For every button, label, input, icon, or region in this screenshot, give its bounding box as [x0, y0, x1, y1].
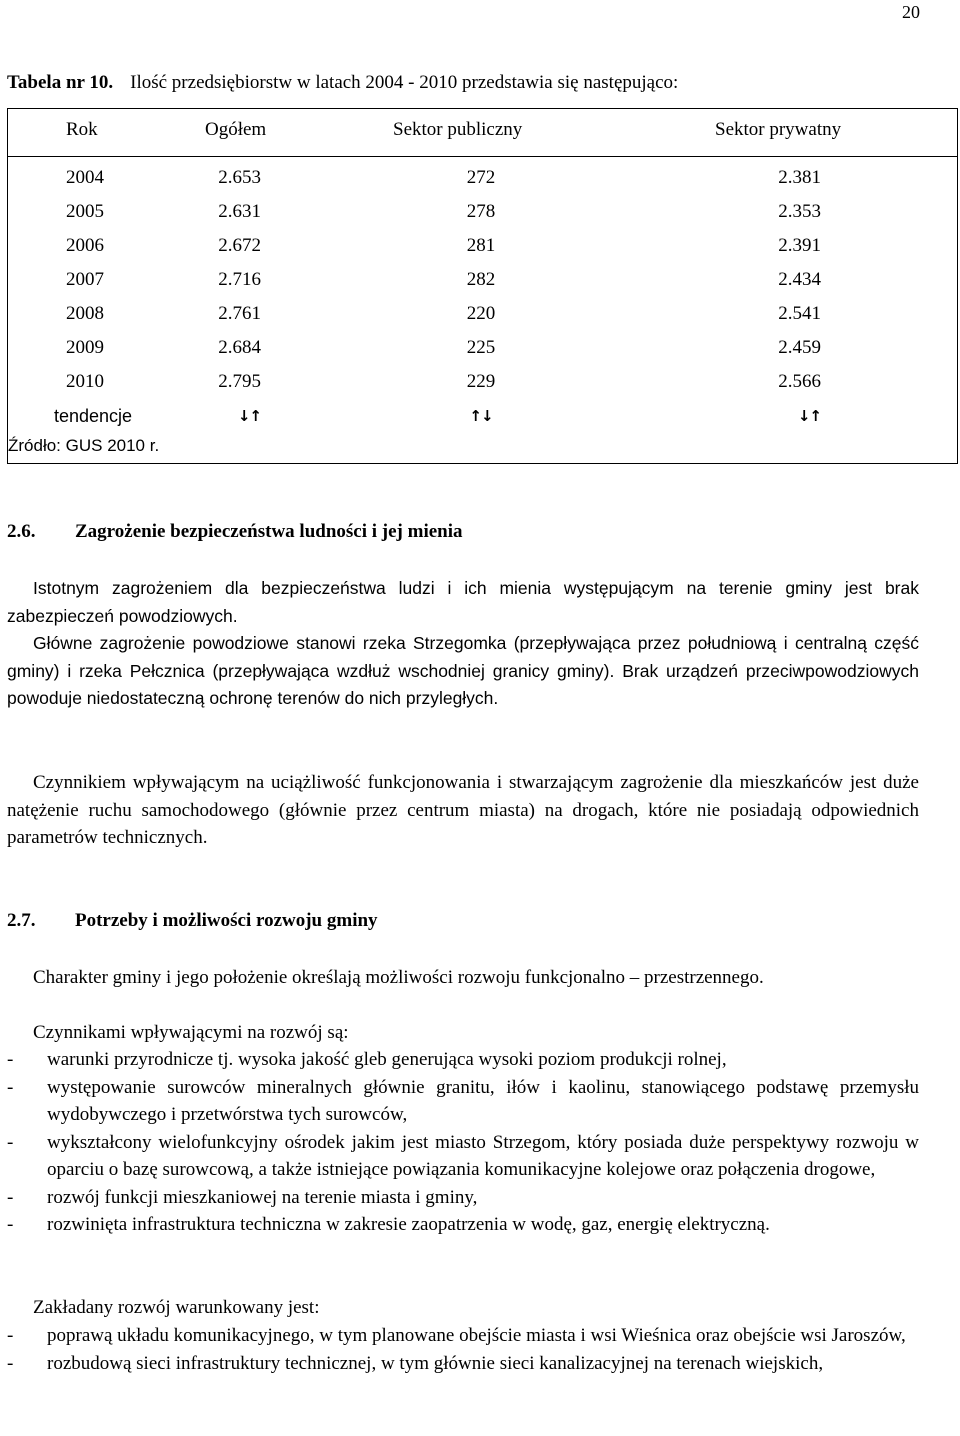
- paragraph: Istotnym zagrożeniem dla bezpieczeństwa ludzi i ich mienia występującym na terenie gminy jest brak zabezpieczeń powodziowych.: [7, 578, 919, 626]
- list-item-text: wykształcony wielofunkcyjny ośrodek jakim jest miasto Strzegom, który posiada duże perspektywy rozwoju w oparciu o bazę surowcową, a także istniejące powiązania komunikacyjne kolejowe oraz połączenia drogowe,: [47, 1131, 919, 1180]
- list-item: - rozbudową sieci infrastruktury technicznej, w tym głównie sieci kanalizacyjnej na terenach wiejskich,: [7, 1352, 824, 1374]
- table-trend-row: [8, 401, 957, 431]
- list-intro: Zakładany rozwój warunkowany jest:: [33, 1297, 320, 1318]
- section-number: 2.6.: [7, 521, 36, 542]
- cell-private: 2.381: [778, 167, 821, 188]
- list-item: - warunki przyrodnicze tj. wysoka jakość gleb generująca wysoki poziom produkcji rolnej,: [7, 1049, 727, 1070]
- paragraph: Charakter gminy i jego położenie określają możliwości rozwoju funkcjonalno – przestrzennego.: [33, 967, 764, 988]
- table-row: [8, 367, 957, 397]
- table-caption: [7, 72, 678, 94]
- cell-private: 2.353: [778, 201, 821, 222]
- cell-private: 2.434: [778, 269, 821, 290]
- cell-year: 2005: [66, 201, 104, 222]
- cell-year: 2007: [66, 269, 104, 290]
- table-row: [8, 163, 957, 193]
- header-cell-total: Ogółem: [205, 119, 267, 140]
- list-item-text: warunki przyrodnicze tj. wysoka jakość gleb generująca wysoki poziom produkcji rolnej,: [47, 1049, 727, 1070]
- table-caption-text: Ilość przedsiębiorstw w latach 2004 - 2010 przedstawia się następująco:: [130, 72, 679, 93]
- factors-list: [7, 1046, 919, 1239]
- section-heading-2-6: [7, 521, 463, 543]
- cell-total: 2.631: [218, 201, 261, 222]
- table-caption-label: Tabela nr 10.: [7, 72, 114, 93]
- table-header-row: [8, 115, 957, 145]
- table-source: Źródło: GUS 2010 r.: [8, 436, 160, 455]
- table-row: [8, 197, 957, 227]
- list-item-text: rozwój funkcji mieszkaniowej na terenie miasta i gminy,: [47, 1186, 478, 1208]
- section-title: Zagrożenie bezpieczeństwa ludności i jej mienia: [75, 521, 463, 542]
- list-item-text: poprawą układu komunikacyjnego, w tym planowane obejście miasta i wsi Wieśnica oraz obejście wsi Jaroszów,: [47, 1325, 906, 1346]
- cell-total: 2.761: [218, 303, 261, 324]
- cell-year: 2009: [66, 337, 104, 358]
- cell-public: 282: [466, 269, 496, 290]
- cell-year: 2006: [66, 235, 104, 256]
- list-item-text: rozwinięta infrastruktura techniczna w zakresie zaopatrzenia w wodę, gaz, energię elektryczną.: [47, 1214, 770, 1235]
- section-heading-2-7: [7, 910, 378, 932]
- cell-total: 2.716: [218, 269, 261, 290]
- cell-total: 2.672: [218, 235, 261, 256]
- list-item: - rozwój funkcji mieszkaniowej na terenie miasta i gminy,: [7, 1186, 478, 1208]
- list-item: - poprawą układu komunikacyjnego, w tym planowane obejście miasta i wsi Wieśnica oraz obejście wsi Jaroszów,: [7, 1325, 906, 1346]
- conditions-list: [7, 1322, 919, 1377]
- cell-public: 281: [466, 235, 496, 256]
- cell-year: 2008: [66, 303, 104, 324]
- cell-public: 272: [466, 167, 496, 188]
- list-item: - występowanie surowców mineralnych głównie granitu, iłów i kaolinu, stanowiącego podstawę przemysłu wydobywczego i przetwórstwa tych surowców,: [7, 1076, 919, 1125]
- list-item: - wykształcony wielofunkcyjny ośrodek jakim jest miasto Strzegom, który posiada duże perspektywy rozwoju w oparciu o bazę surowcową, a także istniejące powiązania komunikacyjne kolejowe oraz połączenia drogowe,: [7, 1131, 919, 1180]
- table-row: [8, 265, 957, 295]
- cell-public: 278: [466, 201, 496, 222]
- paragraph: Czynnikiem wpływającym na uciążliwość funkcjonowania i stwarzającym zagrożenie dla mieszkańców jest duże natężenie ruchu samochodowego (głównie przez centrum miasta) na drogach, które nie posiadają odpowiednich parametrów technicznych.: [7, 772, 919, 848]
- header-cell-private: Sektor prywatny: [715, 119, 842, 140]
- header-divider: [8, 156, 957, 157]
- trend-arrows-icon: ↓↑: [797, 407, 821, 425]
- header-cell-public: Sektor publiczny: [393, 119, 523, 140]
- list-item-text: rozbudową sieci infrastruktury technicznej, w tym głównie sieci kanalizacyjnej na terenach wiejskich,: [47, 1352, 824, 1374]
- statistics-table: [7, 108, 958, 464]
- cell-public: 229: [466, 371, 496, 392]
- page-number: 20: [902, 2, 920, 22]
- cell-total: 2.795: [218, 371, 261, 392]
- section-title: Potrzeby i możliwości rozwoju gminy: [75, 910, 378, 931]
- cell-private: 2.566: [778, 371, 821, 392]
- table-row: [8, 299, 957, 329]
- list-item-text: występowanie surowców mineralnych głównie granitu, iłów i kaolinu, stanowiącego podstawę przemysłu wydobywczego i przetwórstwa tych surowców,: [47, 1076, 919, 1125]
- list-intro: Czynnikami wpływającymi na rozwój są:: [33, 1022, 349, 1043]
- cell-public: 225: [466, 337, 496, 358]
- section-number: 2.7.: [7, 910, 36, 931]
- cell-year: 2004: [66, 167, 104, 188]
- table-row: [8, 333, 957, 363]
- cell-total: 2.684: [218, 337, 261, 358]
- trend-arrows-icon: ↑↓: [469, 407, 493, 425]
- paragraph: Główne zagrożenie powodziowe stanowi rzeka Strzegomka (przepływająca przez południową i centralną część gminy) i rzeka Pełcznica (przepływająca wzdłuż wschodniej granicy gminy). Brak urządzeń przeciwpowodziowych powoduje niedostateczną ochronę terenów do nich przyległych.: [7, 633, 919, 708]
- cell-private: 2.541: [778, 303, 821, 324]
- header-cell-year: Rok: [66, 119, 98, 140]
- table-row: [8, 231, 957, 261]
- cell-public: 220: [466, 303, 496, 324]
- cell-private: 2.391: [778, 235, 821, 256]
- list-item: - rozwinięta infrastruktura techniczna w zakresie zaopatrzenia w wodę, gaz, energię elektryczną.: [7, 1214, 770, 1235]
- trend-label: tendencje: [54, 406, 133, 426]
- cell-private: 2.459: [778, 337, 821, 358]
- cell-year: 2010: [66, 371, 104, 392]
- trend-arrows-icon: ↓↑: [237, 407, 261, 425]
- cell-total: 2.653: [218, 167, 261, 188]
